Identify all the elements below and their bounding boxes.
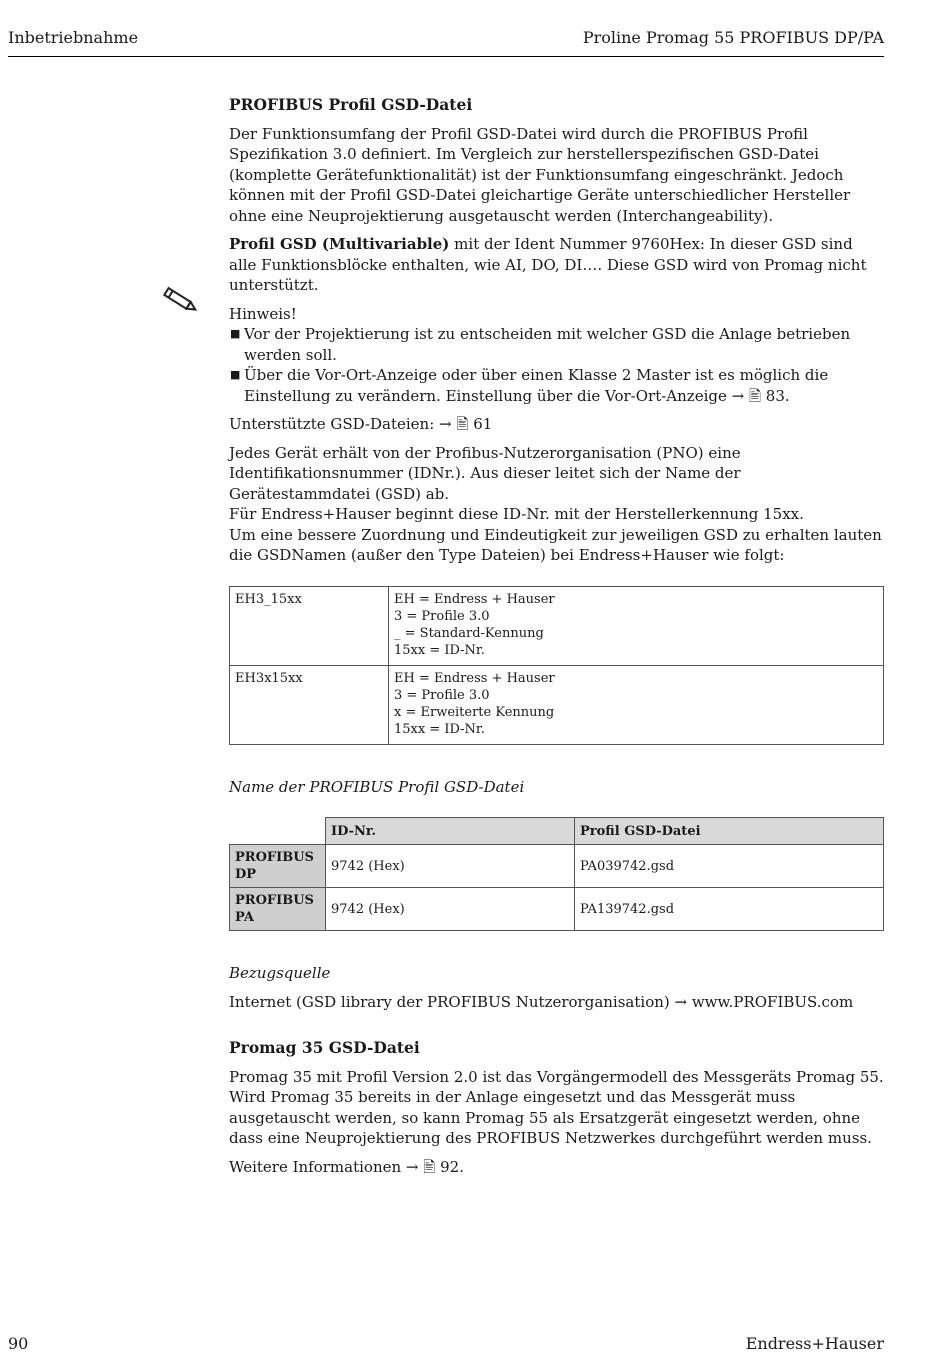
note-item (229, 324, 884, 365)
bullet-icon: ■ (230, 368, 241, 381)
gsd-table (229, 817, 884, 931)
paragraph-funktionsumfang: Der Funktionsumfang der Profil GSD-Datei wird durch die PROFIBUS Profil Spezifikation 3.0 definiert. Im Vergleich zur herstellerspezifischen GSD-Datei (komplette Gerätefunktionalität) ist der Funktionsumfang eingeschränkt. Jedoch können mit der Profil GSD-Datei gleichartige Geräte unterschiedlicher Hersteller ohne eine Neuprojektierung ausgetauscht werden (Interchangeability). (229, 124, 851, 225)
source-title: Bezugsquelle (229, 964, 331, 982)
naming-line: EH = Endress + Hauser (394, 670, 555, 686)
supported-gsd-files: Unterstützte GSD-Dateien: → 🖹 61 (229, 415, 493, 433)
idnr-line-2: Für Endress+Hauser beginnt diese ID-Nr. mit der Herstellerkennung 15xx. (229, 505, 804, 523)
row-label: PROFIBUS DP (230, 845, 326, 888)
paragraph-further-info: Weitere Informationen → 🖹 92. (229, 1157, 464, 1176)
naming-description (389, 665, 884, 744)
header-chapter: Inbetriebnahme (8, 28, 139, 47)
table-corner (230, 818, 326, 845)
naming-line: 3 = Profile 3.0 (394, 608, 490, 624)
note-item-text: Über die Vor-Ort-Anzeige oder über einen Klasse 2 Master ist es möglich die Einstellung zu verändern. Einstellung über die Vor-Ort-Anzeige → 🖹 83. (244, 366, 829, 405)
footer-brand: Endress+Hauser (745, 1334, 884, 1353)
table-row (230, 665, 884, 744)
row-label: PROFIBUS PA (230, 888, 326, 931)
idnr-line-1: Jedes Gerät erhält von der Profibus-Nutzerorganisation (PNO) eine Identifikationsnummer (IDNr.). Aus dieser leitet sich der Name der Gerätestammdatei (GSD) ab. (229, 443, 741, 503)
note-item (229, 365, 884, 406)
table-row (230, 586, 884, 665)
column-header-file: Profil GSD-Datei (575, 818, 884, 845)
naming-line: x = Erweiterte Kennung (394, 704, 555, 720)
naming-code: EH3_15xx (230, 586, 389, 665)
note-title: Hinweis! (229, 304, 297, 323)
paragraph-promag35: Promag 35 mit Profil Version 2.0 ist das Vorgängermodell des Messgeräts Promag 55. Wird Promag 35 bereits in der Anlage eingesetzt und das Messgerät muss ausgetauscht werden, so kann Promag 55 als Ersatzgerät eingesetzt werden, ohne dass eine Neuprojektierung des PROFIBUS Netzwerkes durchgeführt werden muss. (229, 1067, 884, 1147)
section-title-profil-gsd: PROFIBUS Profil GSD-Datei (229, 95, 473, 114)
multivariable-text: mit der Ident Nummer 9760Hex: In dieser GSD sind alle Funktionsblöcke enthalten, wie AI, DO, DI…. Diese GSD wird von Promag nicht unterstützt. (229, 235, 867, 294)
source-text: Internet (GSD library der PROFIBUS Nutzerorganisation) → www.PROFIBUS.com (229, 992, 854, 1011)
idnr-paragraph (229, 443, 884, 566)
cell-id: 9742 (Hex) (326, 845, 575, 888)
naming-line: 3 = Profile 3.0 (394, 687, 490, 703)
naming-line: _ = Standard-Kennung (394, 625, 544, 641)
table-row (230, 845, 884, 888)
header-product: Proline Promag 55 PROFIBUS DP/PA (582, 28, 884, 47)
bullet-icon: ■ (230, 327, 241, 340)
table-header-row (230, 818, 884, 845)
naming-line: EH = Endress + Hauser (394, 591, 555, 607)
naming-description (389, 586, 884, 665)
cell-id: 9742 (Hex) (326, 888, 575, 931)
gsd-table-caption: Name der PROFIBUS Profil GSD-Datei (229, 777, 525, 796)
naming-code: EH3x15xx (230, 665, 389, 744)
paragraph-multivariable (229, 234, 884, 296)
naming-table (229, 586, 884, 745)
table-row (230, 888, 884, 931)
page-header (8, 28, 884, 57)
cell-file: PA139742.gsd (575, 888, 884, 931)
cell-file: PA039742.gsd (575, 845, 884, 888)
column-header-id: ID-Nr. (326, 818, 575, 845)
pencil-icon (160, 285, 200, 315)
section-title-promag35: Promag 35 GSD-Datei (229, 1038, 420, 1057)
multivariable-term: Profil GSD (Multivariable) (229, 235, 450, 253)
note-list (229, 324, 884, 406)
note-item-text: Vor der Projektierung ist zu entscheiden mit welcher GSD die Anlage betrieben werden soll. (244, 325, 851, 364)
naming-line: 15xx = ID-Nr. (394, 642, 485, 658)
main-content (229, 95, 884, 1185)
naming-line: 15xx = ID-Nr. (394, 721, 485, 737)
page-number: 90 (8, 1334, 29, 1353)
idnr-line-3: Um eine bessere Zuordnung und Eindeutigkeit zur jeweiligen GSD zu erhalten lauten die GSDNamen (außer den Type Dateien) bei Endress+Hauser wie folgt: (229, 525, 882, 564)
